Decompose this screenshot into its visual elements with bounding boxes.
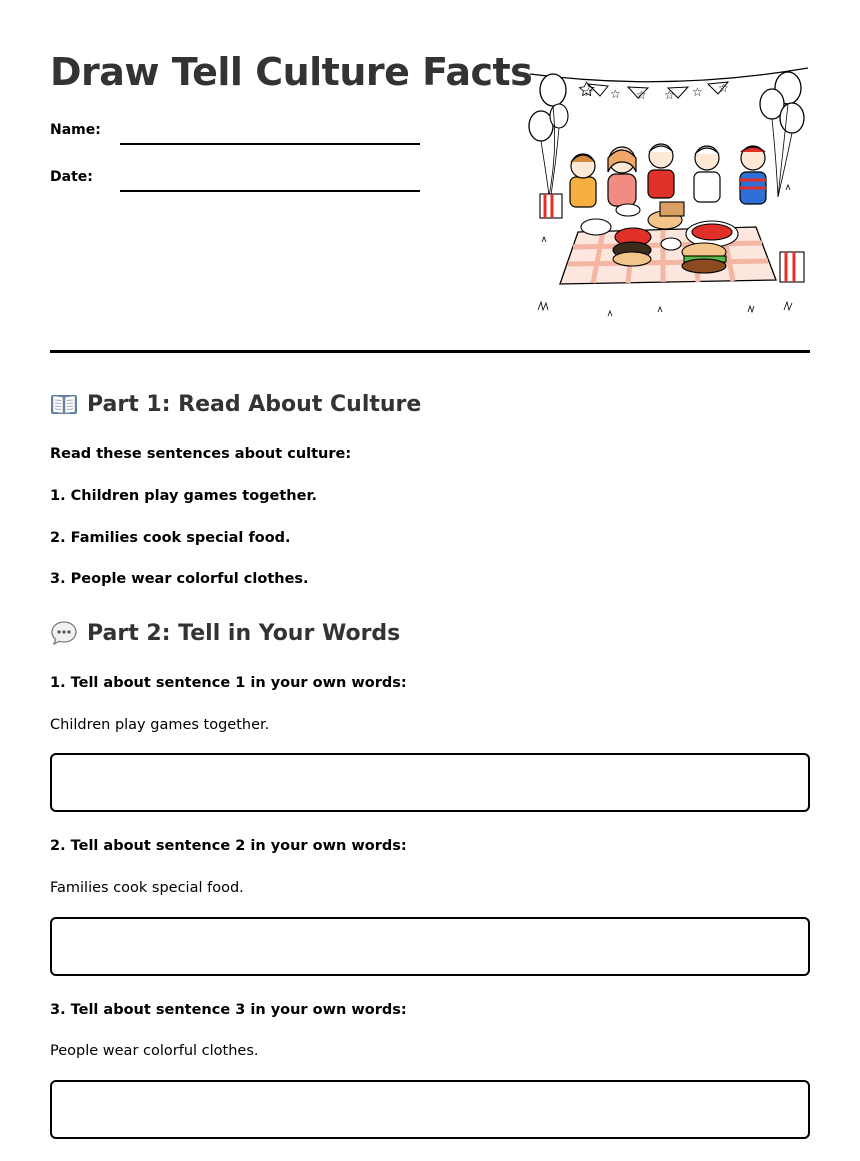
header-divider xyxy=(50,350,810,353)
part2-heading xyxy=(50,619,400,647)
svg-text:☆: ☆ xyxy=(718,81,729,95)
name-field[interactable] xyxy=(120,143,420,145)
part1-heading xyxy=(50,390,421,418)
part1-sentence-1: 1. Children play games together. xyxy=(50,488,318,504)
part1-intro: Read these sentences about culture: xyxy=(50,446,352,462)
part1-sentence-2: 2. Families cook special food. xyxy=(50,530,291,546)
name-label: Name: xyxy=(50,122,101,138)
question-3-sentence: People wear colorful clothes. xyxy=(50,1043,259,1059)
date-field[interactable] xyxy=(120,190,420,192)
question-3-prompt: 3. Tell about sentence 3 in your own words: xyxy=(50,1002,407,1018)
question-1-prompt: 1. Tell about sentence 1 in your own words: xyxy=(50,675,407,691)
part1-sentence-3: 3. People wear colorful clothes. xyxy=(50,571,309,587)
svg-text:☆: ☆ xyxy=(610,87,621,101)
page-title: Draw Tell Culture Facts xyxy=(50,50,533,94)
answer-box-2[interactable] xyxy=(50,917,810,976)
answer-box-3[interactable] xyxy=(50,1080,810,1139)
svg-text:☆: ☆ xyxy=(692,85,703,99)
worksheet-page xyxy=(50,0,810,1161)
part1-heading-text: Part 1: Read About Culture xyxy=(87,391,422,417)
question-2-sentence: Families cook special food. xyxy=(50,880,244,896)
part2-heading-text: Part 2: Tell in Your Words xyxy=(87,620,401,646)
open-book-icon xyxy=(50,390,78,418)
date-label: Date: xyxy=(50,169,93,185)
picnic-illustration-icon xyxy=(528,62,810,324)
speech-bubble-icon xyxy=(50,619,78,647)
question-1-sentence: Children play games together. xyxy=(50,717,270,733)
svg-text:☆: ☆ xyxy=(664,88,675,102)
question-2-prompt: 2. Tell about sentence 2 in your own words: xyxy=(50,838,407,854)
svg-text:☆: ☆ xyxy=(583,85,594,99)
svg-text:☆: ☆ xyxy=(636,88,647,102)
answer-box-1[interactable] xyxy=(50,753,810,812)
